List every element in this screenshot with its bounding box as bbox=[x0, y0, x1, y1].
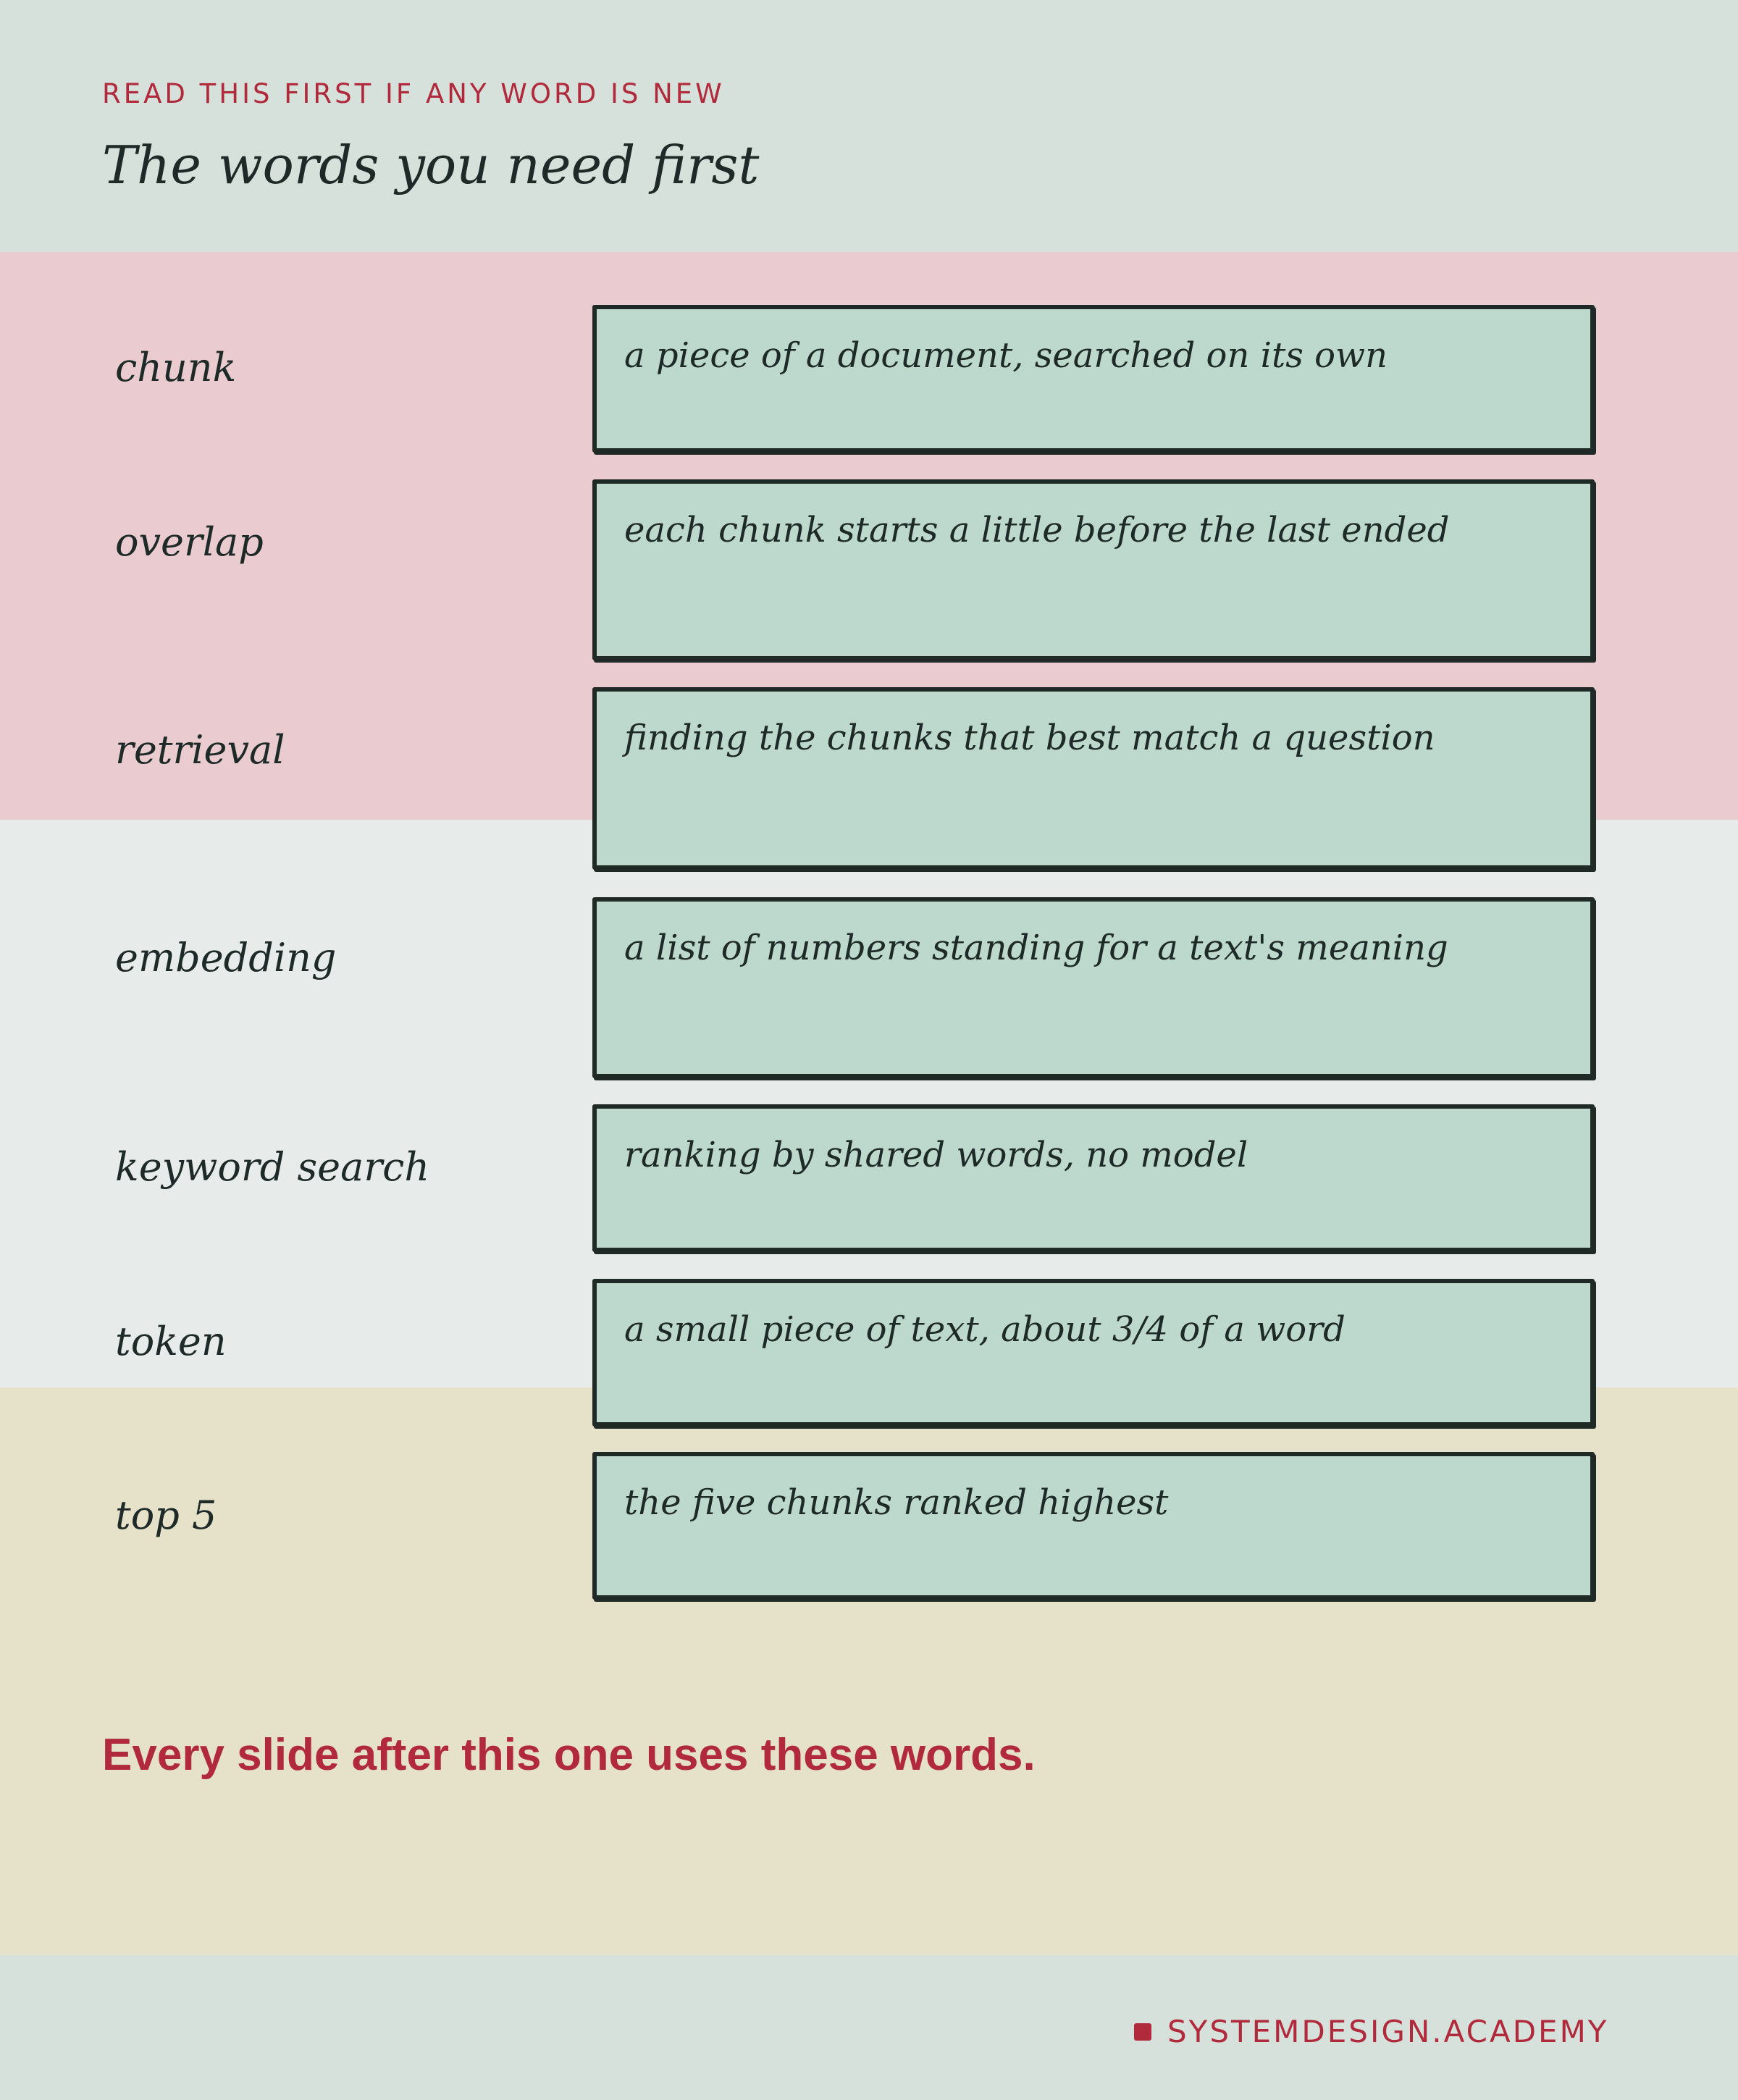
kicker-label: READ THIS FIRST IF ANY WORD IS NEW bbox=[102, 78, 725, 109]
glossary-definition-retrieval: finding the chunks that best match a question bbox=[624, 718, 1435, 758]
brand-label: SYSTEMDESIGN.ACADEMY bbox=[1167, 2014, 1609, 2049]
glossary-definition-keyword-search: ranking by shared words, no model bbox=[624, 1135, 1248, 1175]
glossary-term-retrieval: retrieval bbox=[115, 727, 285, 773]
glossary-definition-top-5: the five chunks ranked highest bbox=[624, 1482, 1169, 1523]
definition-box-token bbox=[592, 1279, 1595, 1427]
glossary-definition-embedding: a list of numbers standing for a text's meaning bbox=[624, 928, 1448, 968]
definition-box-embedding bbox=[592, 897, 1595, 1078]
footer-brand bbox=[1134, 2014, 1608, 2049]
glossary-definition-chunk: a piece of a document, searched on its own bbox=[624, 335, 1388, 376]
definition-box-retrieval bbox=[592, 687, 1595, 870]
glossary-term-token: token bbox=[115, 1319, 227, 1364]
takeaway-text: Every slide after this one uses these words. bbox=[102, 1730, 1036, 1780]
definition-box-top-5 bbox=[592, 1452, 1595, 1600]
definition-box-overlap bbox=[592, 479, 1595, 660]
glossary-term-chunk: chunk bbox=[115, 345, 237, 390]
definition-box-keyword-search bbox=[592, 1104, 1595, 1252]
definition-box-chunk bbox=[592, 305, 1595, 453]
glossary-definition-overlap: each chunk starts a little before the last ended bbox=[624, 510, 1450, 550]
brand-square-icon bbox=[1134, 2023, 1151, 2041]
glossary-term-top-5: top 5 bbox=[115, 1492, 217, 1538]
glossary-term-overlap: overlap bbox=[115, 519, 264, 565]
page-title: The words you need first bbox=[102, 135, 760, 196]
glossary-definition-token: a small piece of text, about 3/4 of a word bbox=[624, 1309, 1346, 1350]
header-band bbox=[0, 0, 1738, 252]
glossary-term-keyword-search: keyword search bbox=[115, 1144, 430, 1190]
glossary-term-embedding: embedding bbox=[115, 935, 337, 980]
